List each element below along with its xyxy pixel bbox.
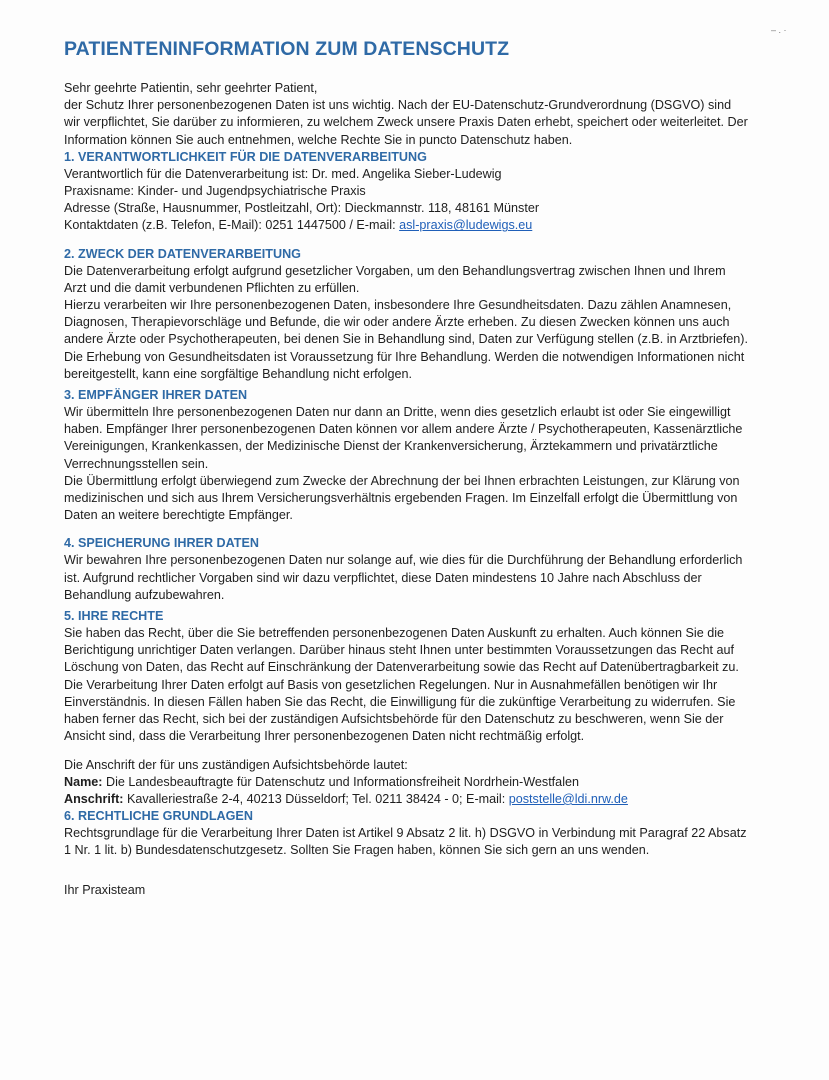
document-title: PATIENTENINFORMATION ZUM DATENSCHUTZ: [64, 38, 510, 60]
section-4-heading: 4. SPEICHERUNG IHRER DATEN: [64, 536, 259, 551]
authority-intro: Die Anschrift der für uns zuständigen Aufsichtsbehörde lautet:: [64, 757, 408, 772]
contact-prefix: Kontaktdaten (z.B. Telefon, E-Mail): 0251 1447500 / E-mail:: [64, 218, 400, 233]
section-5-paragraph-1: Sie haben das Recht, über die Sie betreffenden personenbezogenen Daten Auskunft zu erhalten. Auch können Sie die Berichtigung unrichtiger Daten verlangen. Darüber hinaus steht Ihnen unter bestimmten Voraussetzungen das Recht auf Löschung von Daten, das Recht auf Einschränkung der Datenverarbeitung sowie das Recht auf Datenübertragbarkeit zu.: [64, 626, 739, 675]
section-1-heading: 1. VERANTWORTLICHKEIT FÜR DIE DATENVERARBEITUNG: [64, 149, 427, 164]
section-3-paragraph-2: Die Übermittlung erfolgt überwiegend zum Zwecke der Abrechnung der bei Ihnen erbrachten Leistungen, zur Klärung von medizinischen und sich aus Ihrem Versicherungsverhältnis ergebenden Fragen. Im Einzelfall erfolgt die Übermittlung von Daten an weitere berechtigte Empfänger.: [64, 473, 740, 523]
scan-artifact: ‒ . ·: [771, 25, 787, 35]
closing-signature: Ihr Praxisteam: [64, 882, 146, 897]
authority-address-label: Anschrift:: [64, 791, 124, 806]
contact-line: [64, 217, 749, 234]
section-6-heading: 6. RECHTLICHE GRUNDLAGEN: [64, 809, 253, 824]
spacer: [64, 860, 749, 871]
spacer: [64, 235, 749, 246]
section-3-paragraph-1: Wir übermitteln Ihre personenbezogenen Daten nur dann an Dritte, wenn dies gesetzlich erlaubt ist oder Sie eingewilligt haben. Empfänger Ihrer personenbezogenen Daten können vor allem andere Ärzte / Psychotherapeuten, Kassenärztliche Vereinigungen, Krankenkassen, der Medizinische Dienst der Krankenversicherung, Ärztekammern und privatärztliche Verrechnungsstellen sein.: [64, 405, 743, 471]
authority-email-link[interactable]: poststelle@ldi.nrw.de: [508, 791, 628, 806]
authority-name-label: Name:: [64, 774, 103, 789]
section-2-paragraph-3: Die Erhebung von Gesundheitsdaten ist Voraussetzung für Ihre Behandlung. Werden die notwendigen Informationen nicht bereitgestellt, kann eine sorgfältige Behandlung nicht erfolgen.: [64, 349, 745, 381]
intro-text: der Schutz Ihrer personenbezogenen Daten ist uns wichtig. Nach der EU-Datenschutz-Grundverordnung (DSGVO) sind wir verpflichtet, Sie darüber zu informieren, zu welchem Zweck unsere Praxis Daten erhebt, speichert oder weiterleitet. Der Information können Sie auch entnehmen, welche Rechte Sie in puncto Datenschutz haben.: [64, 98, 748, 147]
section-3-heading: 3. EMPFÄNGER IHRER DATEN: [64, 388, 248, 403]
greeting: Sehr geehrte Patientin, sehr geehrter Patient,: [64, 81, 318, 95]
spacer: [64, 746, 749, 757]
section-6-paragraph-1: Rechtsgrundlage für die Verarbeitung Ihrer Daten ist Artikel 9 Absatz 2 lit. h) DSGVO in Verbindung mit Paragraf 22 Absatz 1 Nr. 1 lit. b) Bundesdatenschutzgesetz. Sollten Sie Fragen haben, können Sie sich gern an uns wenden.: [64, 826, 747, 858]
section-2-paragraph-1: Die Datenverarbeitung erfolgt aufgrund gesetzlicher Vorgaben, um den Behandlungsvertrag zwischen Ihnen und Ihrem Arzt und die damit verbundenen Pflichten zu erfüllen.: [64, 263, 726, 295]
section-5-paragraph-2: Die Verarbeitung Ihrer Daten erfolgt auf Basis von gesetzlichen Regelungen. Nur in Ausnahmefällen benötigen wir Ihr Einverständnis. In diesen Fällen haben Sie das Recht, die Einwilligung für die zukünftige Verarbeitung zu widerrufen. Sie haben ferner das Recht, sich bei der zuständigen Aufsichtsbehörde für den Datenschutz zu beschweren, wenn Sie der Ansicht sind, dass die Verarbeitung Ihrer personenbezogenen Daten nicht rechtmäßig erfolgt.: [64, 677, 736, 744]
section-2-paragraph-2: Hierzu verarbeiten wir Ihre personenbezogenen Daten, insbesondere Ihre Gesundheitsdaten. Dazu zählen Anamnesen, Diagnosen, Therapievorschläge und Befunde, die wir oder andere Ärzte erheben. Zu diesen Zwecken können uns auch andere Ärzte oder Psychotherapeuten, bei denen Sie in Behandlung sind, Daten zur Verfügung stellen (z.B. in Arztbriefen).: [64, 298, 748, 347]
section-2-heading: 2. ZWECK DER DATENVERARBEITUNG: [64, 246, 301, 261]
spacer: [64, 524, 749, 535]
spacer: [64, 871, 749, 882]
address-line: Adresse (Straße, Hausnummer, Postleitzahl, Ort): Dieckmannstr. 118, 48161 Münster: [64, 201, 540, 216]
authority-address-value: Kavalleriestraße 2-4, 40213 Düsseldorf; Tel. 0211 38424 - 0; E-mail:: [123, 791, 509, 806]
section-4-paragraph-1: Wir bewahren Ihre personenbezogenen Daten nur solange auf, wie dies für die Durchführung der Behandlung erforderlich ist. Aufgrund rechtlicher Vorgaben sind wir dazu verpflichtet, diese Daten mindestens 10 Jahre nach Abschluss der Behandlung aufzubewahren.: [64, 553, 743, 602]
responsible-line: Verantwortlich für die Datenverarbeitung ist: Dr. med. Angelika Sieber-Ludewig: [64, 166, 502, 181]
practice-email-link[interactable]: asl-praxis@ludewigs.eu: [399, 218, 533, 233]
authority-name-value: Die Landesbeauftragte für Datenschutz und Informationsfreiheit Nordrhein-Westfalen: [102, 774, 579, 789]
practice-name-line: Praxisname: Kinder- und Jugendpsychiatrische Praxis: [64, 184, 366, 199]
authority-name-line: [64, 774, 749, 791]
section-5-heading: 5. IHRE RECHTE: [64, 609, 164, 624]
authority-address-line: [64, 791, 749, 808]
